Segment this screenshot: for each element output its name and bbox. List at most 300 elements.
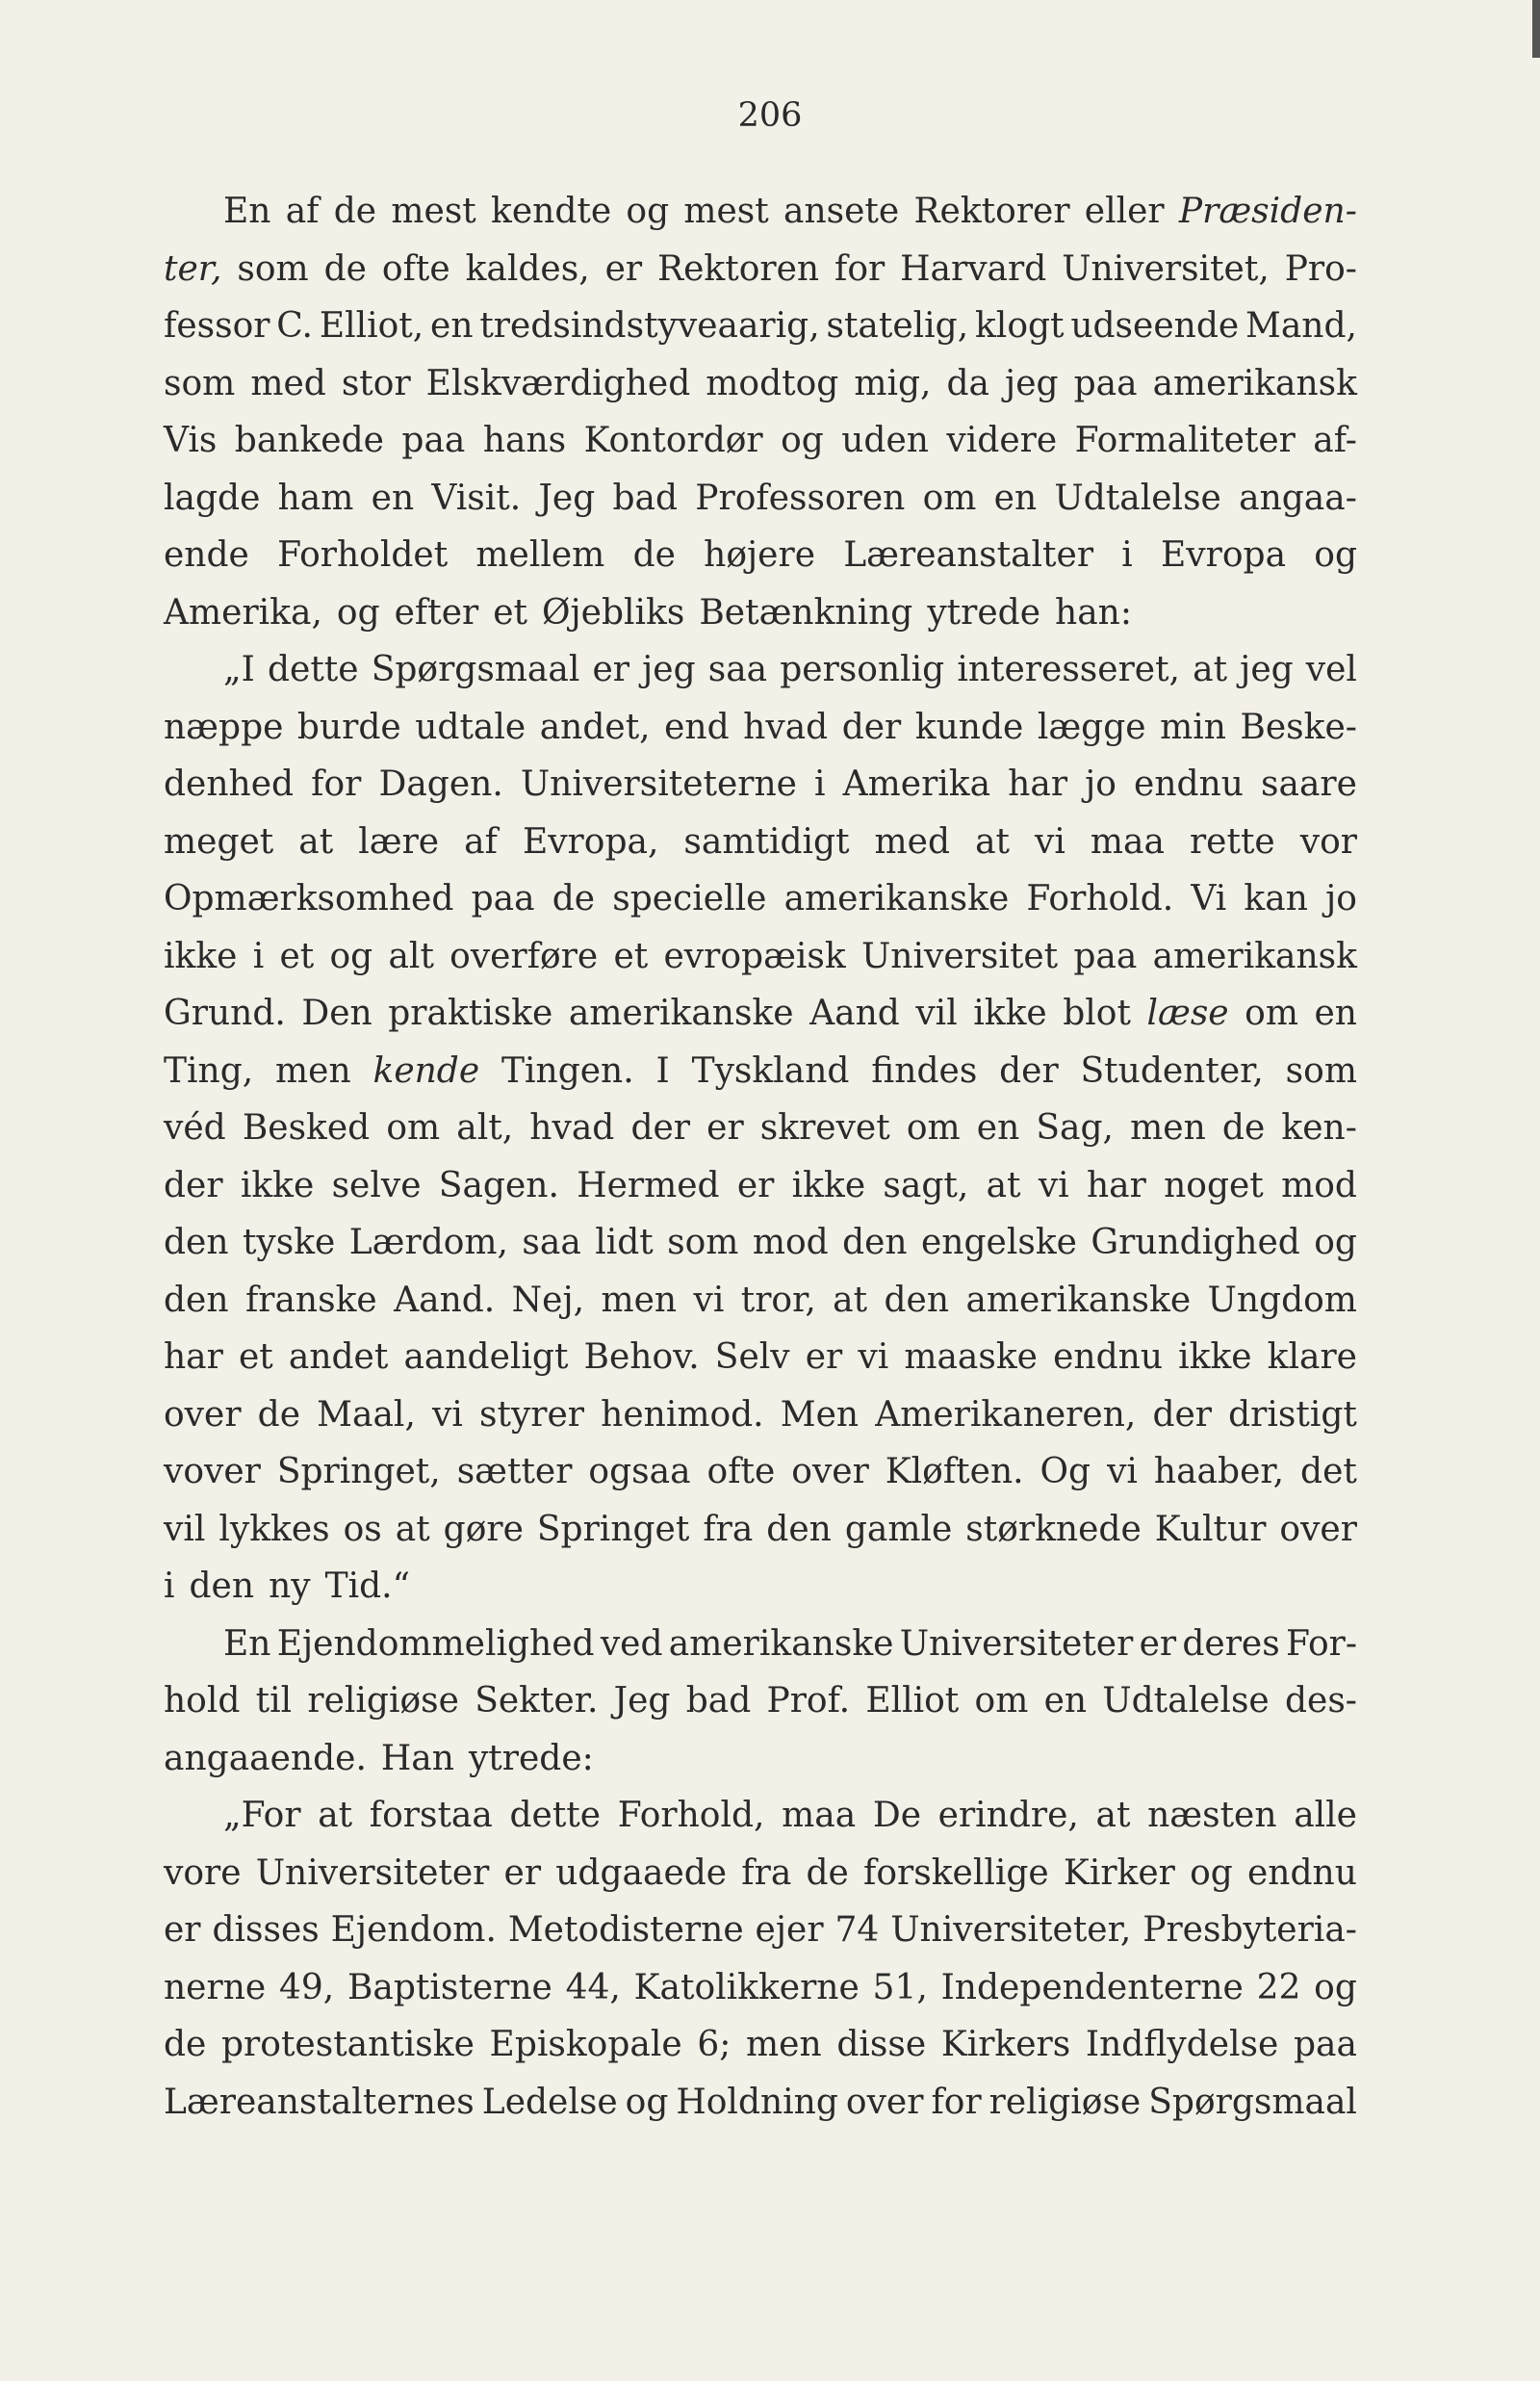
- word: De: [872, 1796, 921, 1835]
- word: C.: [276, 306, 313, 346]
- word: en: [371, 478, 415, 518]
- word: ny: [269, 1566, 311, 1606]
- text-line: [164, 298, 1357, 355]
- word: disse: [836, 2025, 927, 2064]
- word: Tingen.: [500, 1050, 634, 1091]
- word: Men: [780, 1394, 860, 1435]
- word: amerikansk: [1152, 363, 1357, 403]
- word: amerikanske: [965, 1280, 1192, 1320]
- word: med: [250, 363, 326, 403]
- word: paa: [1073, 363, 1138, 403]
- word: meget: [164, 821, 274, 862]
- word: en: [430, 306, 474, 346]
- word: sagt,: [883, 1165, 969, 1205]
- word: en: [1043, 1681, 1088, 1721]
- word: de: [632, 535, 676, 575]
- word: Elliot: [865, 1681, 960, 1721]
- word: Elliot,: [319, 306, 424, 346]
- word: forstaa: [369, 1796, 493, 1835]
- word: Jeg: [538, 478, 596, 518]
- word: af: [464, 821, 498, 862]
- word: forskellige: [863, 1852, 1049, 1893]
- word: alt: [388, 936, 434, 976]
- word: denhed: [164, 764, 295, 804]
- word: efter: [394, 592, 479, 633]
- word: uden: [841, 421, 929, 460]
- word: hold: [164, 1681, 241, 1721]
- word: til: [255, 1681, 293, 1721]
- text-line: [164, 1043, 1357, 1100]
- word: Beske-: [1240, 707, 1357, 747]
- word: vi: [1038, 1165, 1069, 1205]
- word: 49,: [278, 1967, 335, 2007]
- word: skrevet: [759, 1108, 890, 1148]
- word: at: [318, 1796, 353, 1835]
- word: rette: [1189, 821, 1275, 862]
- word: Harvard: [900, 248, 1047, 289]
- word: „For: [223, 1796, 301, 1835]
- word: Behov.: [583, 1337, 700, 1377]
- word: lagde: [164, 478, 261, 518]
- page-edge-mark: [1532, 0, 1540, 58]
- text-line: [164, 1902, 1357, 1959]
- word: om: [974, 1681, 1029, 1721]
- word: selve: [331, 1165, 422, 1205]
- word: men: [601, 1280, 678, 1320]
- text-line: [164, 985, 1357, 1043]
- word: Universiteter: [255, 1852, 490, 1893]
- word: Ting,: [164, 1050, 254, 1091]
- word: Tyskland: [691, 1050, 850, 1091]
- word: af-: [1313, 421, 1357, 460]
- word: har: [1008, 764, 1068, 804]
- word: videre: [946, 421, 1058, 460]
- word: endnu: [1246, 1852, 1357, 1893]
- word: maa: [782, 1796, 857, 1835]
- word: saa: [522, 1223, 581, 1262]
- word: Forhold.: [1026, 879, 1174, 919]
- word: bankede: [234, 421, 384, 460]
- word: ofte: [706, 1452, 776, 1491]
- word: Universiteter,: [890, 1910, 1132, 1950]
- word: der: [1152, 1394, 1213, 1435]
- word: jo: [1325, 879, 1357, 919]
- text-line: [164, 1845, 1357, 1902]
- word: kendte: [491, 192, 612, 231]
- text-line: [164, 183, 1357, 241]
- word: og: [625, 2082, 669, 2122]
- word: med: [874, 821, 951, 862]
- word: hans: [482, 421, 567, 460]
- text-line: [164, 1959, 1357, 2017]
- word: som: [1285, 1050, 1357, 1091]
- word: Vi: [1191, 879, 1227, 919]
- word: den: [842, 1223, 908, 1262]
- word: Grundighed: [1091, 1223, 1300, 1262]
- word: da: [946, 363, 990, 403]
- word: disses: [212, 1910, 320, 1950]
- word: i: [252, 936, 265, 976]
- word: erindre,: [937, 1796, 1079, 1835]
- word: Læreanstalter: [843, 535, 1094, 575]
- word: ikke: [1178, 1337, 1252, 1377]
- word: religiøse: [988, 2082, 1142, 2122]
- word: men: [1130, 1108, 1206, 1148]
- word: kende: [372, 1050, 480, 1091]
- word: noget: [1164, 1165, 1264, 1205]
- word: gamle: [844, 1509, 953, 1549]
- word: Læreanstalternes: [164, 2082, 475, 2122]
- word: Lærdom,: [348, 1223, 508, 1262]
- word: Metodisterne: [507, 1910, 744, 1950]
- word: Baptisterne: [346, 1967, 552, 2007]
- word: jeg: [1240, 650, 1294, 689]
- word: de: [164, 2025, 207, 2064]
- text-line: [164, 584, 1357, 642]
- word: er: [706, 1108, 744, 1148]
- word: at: [833, 1280, 868, 1320]
- word: ham: [277, 478, 354, 518]
- word: Udtalelse: [1054, 478, 1221, 518]
- word: ikke: [791, 1165, 866, 1205]
- word: mest: [391, 192, 476, 231]
- word: Mand,: [1245, 306, 1357, 346]
- word: den: [189, 1566, 255, 1606]
- word: bad: [612, 478, 679, 518]
- word: Selv: [714, 1337, 790, 1377]
- word: Professoren: [695, 478, 906, 518]
- text-line: [164, 870, 1357, 928]
- word: han:: [1055, 592, 1132, 633]
- word: Amerikaneren,: [875, 1394, 1137, 1435]
- word: næsten: [1147, 1796, 1277, 1835]
- word: vil: [915, 994, 958, 1033]
- word: Ungdom: [1207, 1280, 1357, 1320]
- word: at: [1095, 1796, 1131, 1835]
- text-line: [164, 1100, 1357, 1157]
- word: næppe: [164, 707, 284, 747]
- word: Episkopale: [489, 2025, 682, 2064]
- word: Besked: [242, 1108, 371, 1148]
- word: at: [1193, 650, 1228, 689]
- word: at: [975, 821, 1010, 862]
- word: ikke: [973, 994, 1047, 1033]
- word: Han: [380, 1738, 454, 1778]
- word: jo: [1085, 764, 1116, 804]
- word: vover: [164, 1452, 261, 1491]
- word: og: [329, 936, 373, 976]
- text-line: [164, 1214, 1357, 1272]
- word: lære: [358, 821, 440, 862]
- word: den: [164, 1280, 229, 1320]
- word: 6;: [697, 2025, 732, 2064]
- word: vil: [164, 1509, 206, 1549]
- word: Universitet,: [1062, 248, 1270, 289]
- word: lykkes: [218, 1509, 330, 1549]
- word: en: [1314, 994, 1357, 1033]
- word: for: [834, 248, 886, 289]
- word: fra: [703, 1509, 754, 1549]
- text-line: [164, 2074, 1357, 2132]
- word: Opmærksomhed: [164, 879, 454, 919]
- text-line: [164, 1157, 1357, 1215]
- word: udgaaede: [555, 1852, 728, 1893]
- word: tror,: [740, 1280, 816, 1320]
- word: Forholdet: [277, 535, 449, 575]
- word: Nej,: [511, 1280, 585, 1320]
- word: saa: [707, 650, 768, 689]
- word: Sag,: [1036, 1108, 1115, 1148]
- word: klare: [1267, 1337, 1357, 1377]
- word: vi: [693, 1280, 725, 1320]
- word: ytrede: [927, 592, 1041, 633]
- word: har: [1086, 1165, 1146, 1205]
- word: Universitet: [860, 936, 1059, 976]
- word: vi: [1107, 1452, 1138, 1491]
- word: ter,: [164, 248, 222, 289]
- word: om: [386, 1108, 441, 1148]
- word: udtale: [415, 707, 526, 747]
- word: at: [298, 821, 334, 862]
- text-line: [164, 1787, 1357, 1845]
- word: Holdning: [676, 2082, 838, 2122]
- word: der: [841, 707, 902, 747]
- word: Prof.: [766, 1681, 851, 1721]
- text-line: [164, 814, 1357, 871]
- word: endnu: [1134, 764, 1244, 804]
- word: hvad: [529, 1108, 615, 1148]
- word: modtog: [706, 363, 839, 403]
- word: min: [1160, 707, 1226, 747]
- word: 51,: [872, 1967, 928, 2007]
- word: andet: [288, 1337, 389, 1377]
- word: For-: [1285, 1623, 1357, 1664]
- word: véd: [164, 1108, 226, 1148]
- text-line: [164, 2016, 1357, 2074]
- word: en: [976, 1108, 1020, 1148]
- word: om: [906, 1108, 961, 1148]
- word: Pro-: [1284, 248, 1357, 289]
- word: de: [806, 1852, 849, 1893]
- word: haaber,: [1153, 1452, 1285, 1491]
- word: de: [1221, 1108, 1266, 1148]
- word: alle: [1294, 1796, 1357, 1835]
- word: ken-: [1281, 1108, 1357, 1148]
- text-line: [164, 1329, 1357, 1386]
- word: udseende: [1070, 306, 1240, 346]
- word: ytrede:: [468, 1738, 594, 1778]
- text-line: [164, 1443, 1357, 1501]
- word: ofte: [381, 248, 450, 289]
- word: er: [1139, 1623, 1177, 1664]
- word: Kultur: [1154, 1509, 1267, 1549]
- word: Ejendom.: [330, 1910, 497, 1950]
- word: aandeligt: [403, 1337, 569, 1377]
- word: at: [395, 1509, 430, 1549]
- word: kaldes,: [465, 248, 590, 289]
- word: som: [667, 1223, 739, 1262]
- word: Ledelse: [481, 2082, 618, 2122]
- word: for: [931, 2082, 982, 2122]
- word: den: [884, 1280, 950, 1320]
- word: Spørgsmaal: [371, 650, 580, 689]
- word: er: [736, 1165, 775, 1205]
- word: men: [746, 2025, 822, 2064]
- word: Aand: [809, 994, 900, 1033]
- word: den: [766, 1509, 832, 1549]
- word: i: [814, 764, 826, 804]
- word: Maal,: [317, 1394, 416, 1435]
- word: dette: [509, 1796, 602, 1835]
- word: fessor: [164, 306, 270, 346]
- word: en: [993, 478, 1038, 518]
- word: af: [285, 192, 320, 231]
- word: Jeg: [613, 1681, 671, 1721]
- word: bad: [685, 1681, 752, 1721]
- word: der: [999, 1050, 1059, 1091]
- word: et: [613, 936, 649, 976]
- word: findes: [871, 1050, 978, 1091]
- word: Hermed: [577, 1165, 720, 1205]
- word: Studenter,: [1080, 1050, 1264, 1091]
- body-text: [164, 183, 1357, 2131]
- word: er: [503, 1852, 542, 1893]
- word: og: [1314, 535, 1357, 575]
- text-line: [164, 641, 1357, 699]
- word: maa: [1090, 821, 1165, 862]
- word: den: [164, 1223, 229, 1262]
- word: som: [237, 248, 309, 289]
- word: det: [1300, 1452, 1357, 1491]
- word: og: [336, 592, 380, 633]
- word: angaaende.: [164, 1738, 367, 1778]
- word: jeg: [642, 650, 696, 689]
- word: paa: [401, 421, 466, 460]
- word: blot: [1063, 994, 1131, 1033]
- word: vi: [1035, 821, 1065, 862]
- word: ikke: [240, 1165, 315, 1205]
- word: de: [257, 1394, 301, 1435]
- word: eller: [1084, 192, 1165, 231]
- word: statelig,: [826, 306, 969, 346]
- word: Kløften.: [885, 1452, 1024, 1491]
- word: fra: [741, 1852, 792, 1893]
- text-line: [164, 1616, 1357, 1673]
- word: lidt: [595, 1223, 654, 1262]
- word: Formaliteter: [1074, 421, 1296, 460]
- word: Tid.“: [324, 1566, 411, 1606]
- word: er: [604, 248, 643, 289]
- word: En: [223, 192, 271, 231]
- word: et: [279, 936, 315, 976]
- word: Udtalelse: [1102, 1681, 1270, 1721]
- text-line: [164, 355, 1357, 413]
- word: i: [1121, 535, 1133, 575]
- word: Vis: [164, 421, 218, 460]
- word: over: [1279, 1509, 1357, 1549]
- word: Sagen.: [438, 1165, 559, 1205]
- word: er: [592, 650, 629, 689]
- word: paa: [471, 879, 535, 919]
- word: Kontordør: [583, 421, 763, 460]
- word: ogsaa: [588, 1452, 691, 1491]
- word: praktiske: [388, 994, 553, 1033]
- word: Universiteter: [899, 1623, 1134, 1664]
- word: Rektorer: [913, 192, 1070, 231]
- word: personlig: [780, 650, 945, 689]
- word: tredsindstyveaarig,: [479, 306, 820, 346]
- text-line: [164, 1386, 1357, 1444]
- word: Amerika: [842, 764, 991, 804]
- word: dristigt: [1228, 1394, 1357, 1435]
- word: lægge: [1037, 707, 1146, 747]
- word: om: [1245, 994, 1298, 1033]
- text-line: [164, 699, 1357, 757]
- word: er: [164, 1910, 201, 1950]
- word: vore: [164, 1852, 242, 1893]
- word: Kirkers: [940, 2025, 1071, 2064]
- word: overføre: [449, 936, 599, 976]
- word: Øjebliks: [542, 592, 685, 633]
- word: Præsiden-: [1178, 192, 1357, 231]
- word: nerne: [164, 1967, 267, 2007]
- word: jeg: [1005, 363, 1059, 403]
- word: har: [164, 1337, 223, 1377]
- word: end: [664, 707, 730, 747]
- word: og: [1190, 1852, 1233, 1893]
- word: Kirker: [1063, 1852, 1175, 1893]
- word: mod: [1281, 1165, 1357, 1205]
- word: et: [493, 592, 527, 633]
- word: os: [343, 1509, 382, 1549]
- word: amerikanske: [783, 879, 1010, 919]
- word: Indflydelse: [1085, 2025, 1279, 2064]
- word: og: [1314, 1223, 1357, 1262]
- word: religiøse: [307, 1681, 459, 1721]
- word: amerikanske: [568, 994, 794, 1033]
- word: I: [655, 1050, 670, 1091]
- word: Og: [1040, 1452, 1091, 1491]
- word: Springet,: [276, 1452, 441, 1491]
- word: protestantiske: [221, 2025, 475, 2064]
- word: ikke: [164, 936, 238, 976]
- text-line: [164, 527, 1357, 584]
- word: Forhold,: [617, 1796, 765, 1835]
- word: højere: [704, 535, 815, 575]
- word: specielle: [612, 879, 767, 919]
- text-line: [164, 1672, 1357, 1730]
- word: 44,: [565, 1967, 621, 2007]
- word: burde: [296, 707, 401, 747]
- word: 74: [834, 1910, 880, 1950]
- word: Rektoren: [657, 248, 820, 289]
- word: Dagen.: [378, 764, 503, 804]
- word: Elskværdighed: [425, 363, 691, 403]
- text-line: [164, 1272, 1357, 1330]
- word: Aand.: [394, 1280, 496, 1320]
- word: mod: [752, 1223, 829, 1262]
- word: og: [1314, 1967, 1357, 2007]
- word: men: [275, 1050, 351, 1091]
- word: over: [845, 2082, 924, 2122]
- word: Ejendommelighed: [276, 1623, 595, 1664]
- word: Grund.: [164, 994, 286, 1033]
- word: ejer: [755, 1910, 824, 1950]
- word: Visit.: [431, 478, 522, 518]
- word: endnu: [1053, 1337, 1163, 1377]
- word: angaa-: [1239, 478, 1357, 518]
- text-line: [164, 412, 1357, 470]
